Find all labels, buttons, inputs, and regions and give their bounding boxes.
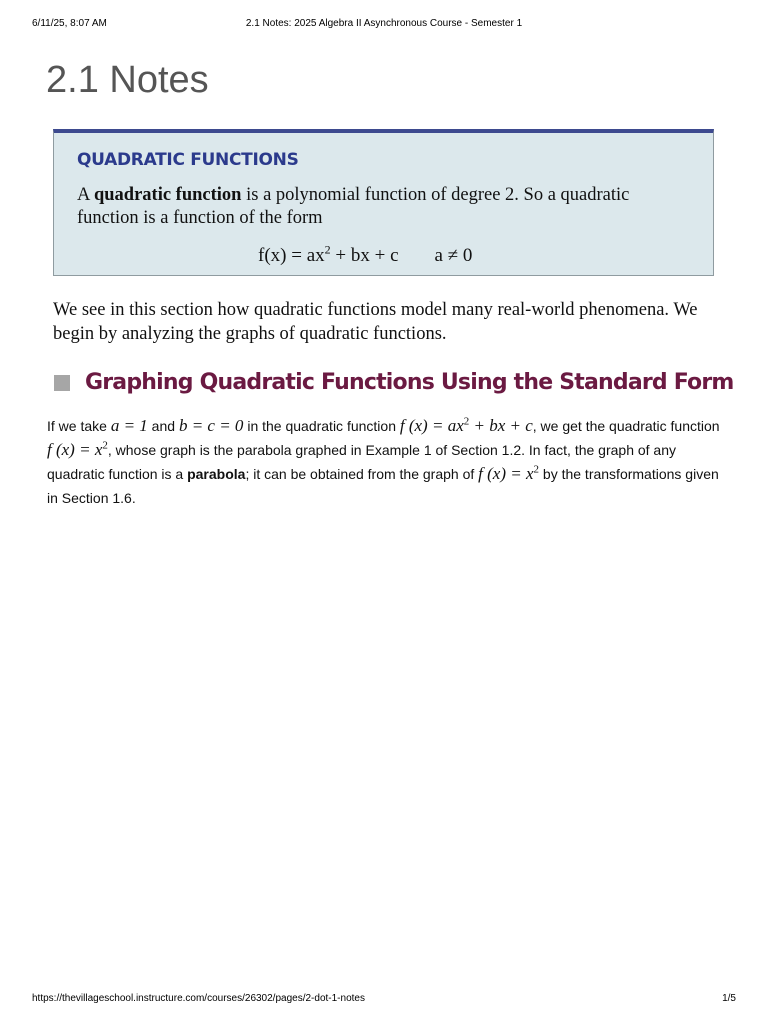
section-heading-text: Graphing Quadratic Functions Using the Standard Form xyxy=(85,370,734,395)
definition-term: quadratic function xyxy=(93,185,242,205)
print-doc-title: 2.1 Notes: 2025 Algebra II Asynchronous Course - Semester 1 xyxy=(245,18,523,29)
math-x-squared: f $(x) = x^2$ xyxy=(47,439,108,459)
page-indicator: 1/5 xyxy=(722,993,736,1004)
page-title: 2.1 Notes xyxy=(46,59,209,101)
print-header xyxy=(32,17,736,31)
intro-paragraph: We see in this section how quadratic functions model many real-world phenomena. We begin by analyzing the graphs of quadratic functions. xyxy=(53,300,698,344)
definition-heading: QUADRATIC FUNCTIONS xyxy=(77,150,299,170)
definition-condition: a ≠ 0 xyxy=(434,245,473,266)
print-datetime: 6/11/25, 8:07 AM xyxy=(32,18,107,29)
definition-text: A quadratic function is a polynomial function of degree 2. So a quadratic function is a function of the form xyxy=(77,185,630,228)
section-heading xyxy=(53,366,733,400)
definition-box xyxy=(53,129,714,276)
print-url: https://thevillageschool.instructure.com/courses/26302/pages/2-dot-1-notes xyxy=(32,993,365,1004)
bold-term-parabola: parabola xyxy=(187,466,246,482)
body-paragraph: If we take a = 1 and b = c = 0 in the quadratic function f $(x) = ax^2$ + bx + c, we get the quadratic function f $(x) = x^2$, whose graph is the parabola graphed in Example 1 of Section 1.2. In fact, the graph of any quadratic function is a parabola; it can be obtained from the graph of f $(x) = x^2$ by the transformations given in Section 1.6. xyxy=(47,415,720,506)
math-quadratic-general: f $(x) = ax^2$ + bx + c xyxy=(399,415,533,435)
math-b-c-zero: b = c = 0 xyxy=(178,416,244,435)
print-footer xyxy=(32,992,736,1006)
math-x-squared-2: f $(x) = x^2$ xyxy=(478,463,540,483)
definition-formula: $f(x) = ax^2$ + bx + c a ≠ 0 xyxy=(258,242,473,266)
square-bullet-icon xyxy=(54,375,70,391)
math-a-equals-1: a = 1 xyxy=(110,416,148,435)
